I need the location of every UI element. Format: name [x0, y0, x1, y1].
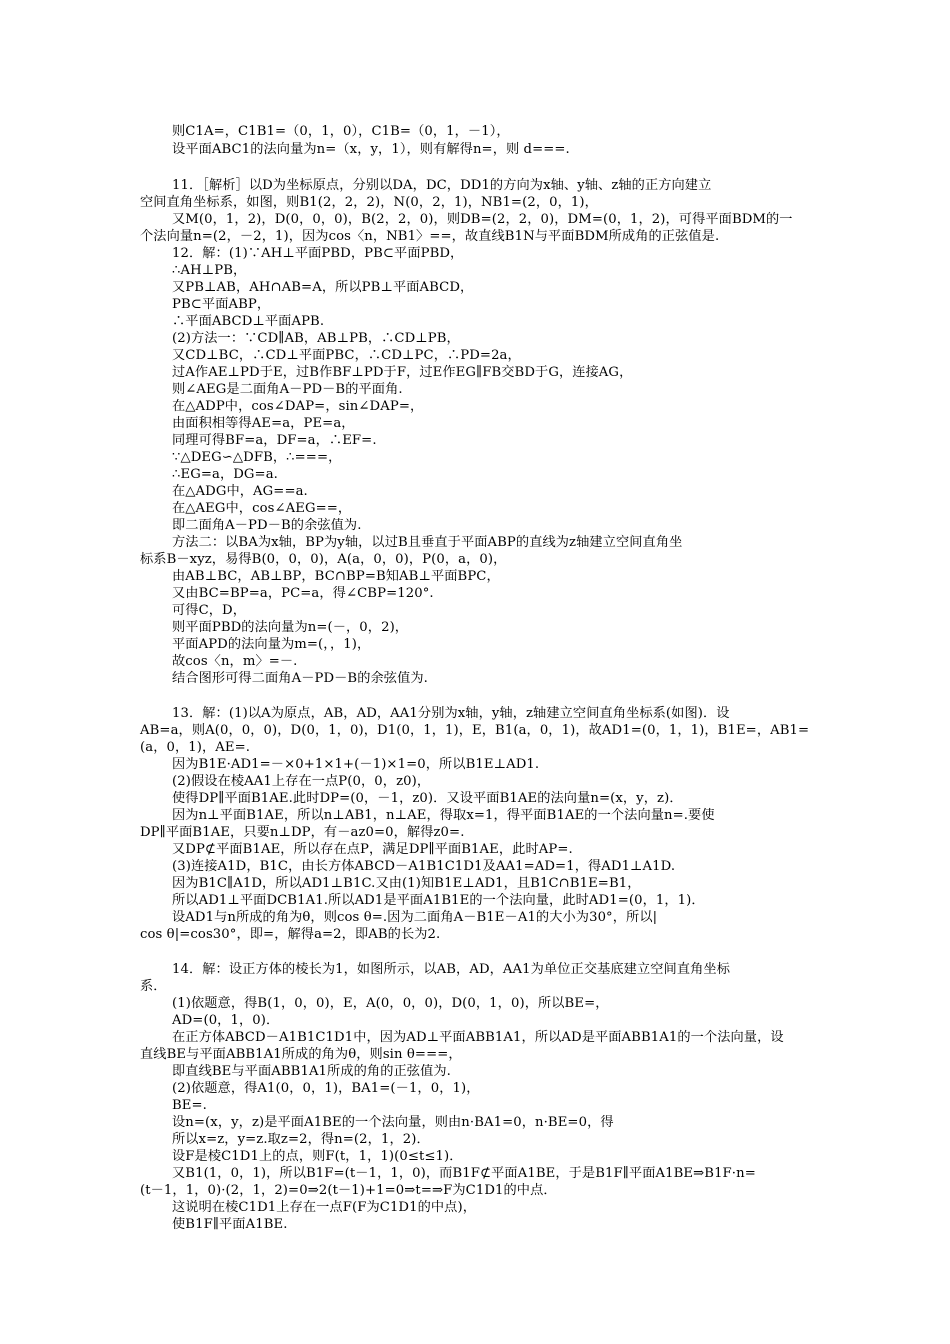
- text-line: 在△ADP中，cos∠DAP=，sin∠DAP=，: [172, 399, 424, 414]
- text-line: ∴EG=a，DG=a.: [172, 467, 278, 482]
- text-line: (a，0，1)，AE=.: [140, 740, 251, 755]
- text-line: (t－1，1，0)·(2，1，2)=0⇒2(t－1)+1=0⇒t=⇒F为C1D1的中点．: [140, 1183, 557, 1198]
- text-line: 这说明在棱C1D1上存在一点F(F为C1D1的中点)，: [172, 1200, 476, 1215]
- text-line: 平面APD的法向量为m=(，，1)，: [172, 637, 371, 652]
- text-line: 又B1(1，0，1)，所以B1F=(t－1，1，0)，而B1F⊄平面A1BE，于是B1F∥平面A1BE⇒B1F·n=: [172, 1166, 756, 1181]
- text-line: 结合图形可得二面角A－PD－B的余弦值为.: [172, 671, 428, 686]
- text-line: 则平面PBD的法向量为n=(－，0，2)，: [172, 620, 409, 635]
- text-line: 因为B1C∥A1D，所以AD1⊥B1C.又由(1)知B1E⊥AD1，且B1C∩B1E=B1，: [172, 876, 641, 891]
- text-line: 由AB⊥BC，AB⊥BP，BC∩BP=B知AB⊥平面BPC，: [172, 569, 500, 584]
- text-line: 则∠AEG是二面角A－PD－B的平面角.: [172, 382, 403, 397]
- text-line: (2)方法一：∵CD∥AB，AB⊥PB，∴CD⊥PB，: [172, 331, 460, 346]
- text-line: 即直线BE与平面ABB1A1所成的角的正弦值为.: [172, 1064, 451, 1079]
- text-line: 14．解：设正方体的棱长为1，如图所示，以AB，AD，AA1为单位正交基底建立空间直角坐标: [172, 962, 730, 977]
- text-line: ∴AH⊥PB，: [172, 263, 247, 278]
- text-line: 11．［解析］以D为坐标原点，分别以DA，DC，DD1的方向为x轴、y轴、z轴的正方向建立: [172, 178, 712, 193]
- text-line: 因为n⊥平面B1AE，所以n⊥AB1，n⊥AE，得取x=1，得平面B1AE的一个法向量n=.要使: [172, 808, 715, 823]
- text-line: PB⊂平面ABP，: [172, 297, 271, 312]
- text-line: 设n=(x，y，z)是平面A1BE的一个法向量，则由n·BA1=0，n·BE=0，得: [172, 1115, 614, 1130]
- text-line: 标系B－xyz，易得B(0，0，0)，A(a，0，0)，P(0，a，0)，: [140, 552, 507, 567]
- text-line: 所以x=z，y=z.取z=2，得n=(2，1，2)．: [172, 1132, 430, 1147]
- text-line: 又DP⊄平面B1AE，所以存在点P，满足DP∥平面B1AE，此时AP=.: [172, 842, 573, 857]
- text-line: 又PB⊥AB，AH∩AB=A，所以PB⊥平面ABCD，: [172, 280, 474, 295]
- text-line: 在正方体ABCD－A1B1C1D1中，因为AD⊥平面ABB1A1，所以AD是平面ABB1A1的一个法向量，设: [172, 1030, 784, 1045]
- text-line: 又由BC=BP=a，PC=a，得∠CBP=120°.: [172, 586, 434, 601]
- text-line: 则C1A=，C1B1=（0，1，0），C1B=（0，1，－1），: [172, 124, 510, 139]
- text-line: cos θ|=cos30°，即=，解得a=2，即AB的长为2.: [140, 927, 441, 942]
- text-line: AD=(0，1，0)．: [172, 1013, 280, 1028]
- text-line: 过A作AE⊥PD于E，过B作BF⊥PD于F，过E作EG∥FB交BD于G，连接AG，: [172, 365, 633, 380]
- text-line: 所以AD1⊥平面DCB1A1.所以AD1是平面A1B1E的一个法向量，此时AD1=(0，1，1)．: [172, 893, 705, 908]
- text-line: (3)连接A1D，B1C，由长方体ABCD－A1B1C1D1及AA1=AD=1，得AD1⊥A1D.: [172, 859, 676, 874]
- text-line: ∴平面ABCD⊥平面APB.: [172, 314, 325, 329]
- text-line: 又CD⊥BC，∴CD⊥平面PBC，∴CD⊥PC，∴PD=2a，: [172, 348, 521, 363]
- text-line: 设平面ABC1的法向量为n=（x，y，1），则有解得n=，则 d===.: [172, 142, 570, 157]
- text-line: 使B1F∥平面A1BE.: [172, 1217, 288, 1232]
- text-line: 使得DP∥平面B1AE.此时DP=(0，－1，z0)．又设平面B1AE的法向量n=(x，y，z)．: [172, 791, 683, 806]
- text-line: 方法二：以BA为x轴，BP为y轴，以过B且垂直于平面ABP的直线为z轴建立空间直角坐: [172, 535, 683, 550]
- text-line: 在△ADG中，AG==a.: [172, 484, 308, 499]
- text-line: 设F是棱C1D1上的点，则F(t，1，1)(0≤t≤1)．: [172, 1149, 463, 1164]
- text-line: (2)依题意，得A1(0，0，1)，BA1=(－1，0，1)，: [172, 1081, 480, 1096]
- text-line: 设AD1与n所成的角为θ，则cos θ=.因为二面角A－B1E－A1的大小为30°，所以|: [172, 910, 658, 925]
- text-line: AB=a，则A(0，0，0)，D(0，1，0)，D1(0，1，1)，E，B1(a，0，1)，故AD1=(0，1，1)，B1E=，AB1=: [140, 723, 810, 738]
- text-line: 故cos〈n，m〉=－.: [172, 654, 298, 669]
- text-line: 同理可得BF=a，DF=a，∴EF=.: [172, 433, 377, 448]
- text-line: (2)假设在棱AA1上存在一点P(0，0，z0)，: [172, 774, 431, 789]
- text-line: 直线BE与平面ABB1A1所成的角为θ，则sin θ===，: [140, 1047, 462, 1062]
- text-line: 空间直角坐标系，如图，则B1(2，2，2)，N(0，2，1)，NB1=(2，0，1)，: [140, 195, 598, 210]
- text-line: DP∥平面B1AE，只要n⊥DP，有－az0=0，解得z0=.: [140, 825, 465, 840]
- text-line: 12．解：(1)∵AH⊥平面PBD，PB⊂平面PBD，: [172, 246, 464, 261]
- text-line: ∵△DEG∽△DFB，∴===，: [172, 450, 342, 465]
- text-line: 在△AEG中，cos∠AEG==，: [172, 501, 352, 516]
- text-line: 个法向量n=(2，－2，1)，因为cos〈n，NB1〉==，故直线B1N与平面BDM所成角的正弦值是.: [140, 229, 720, 244]
- text-line: 因为B1E·AD1=－×0+1×1+(－1)×1=0，所以B1E⊥AD1.: [172, 757, 540, 772]
- text-line: 即二面角A－PD－B的余弦值为.: [172, 518, 362, 533]
- text-line: 又M(0，1，2)，D(0，0，0)，B(2，2，0)，则DB=(2，2，0)，DM=(0，1，2)，可得平面BDM的一: [172, 212, 793, 227]
- text-line: 13．解：(1)以A为原点，AB，AD，AA1分别为x轴，y轴，z轴建立空间直角坐标系(如图)．设: [172, 706, 730, 721]
- text-line: (1)依题意，得B(1，0，0)，E，A(0，0，0)，D(0，1，0)，所以BE=，: [172, 996, 609, 1011]
- text-line: 由面积相等得AE=a，PE=a，: [172, 416, 355, 431]
- text-line: 系．: [140, 979, 167, 994]
- text-line: 可得C，D，: [172, 603, 247, 618]
- text-line: BE=.: [172, 1098, 207, 1113]
